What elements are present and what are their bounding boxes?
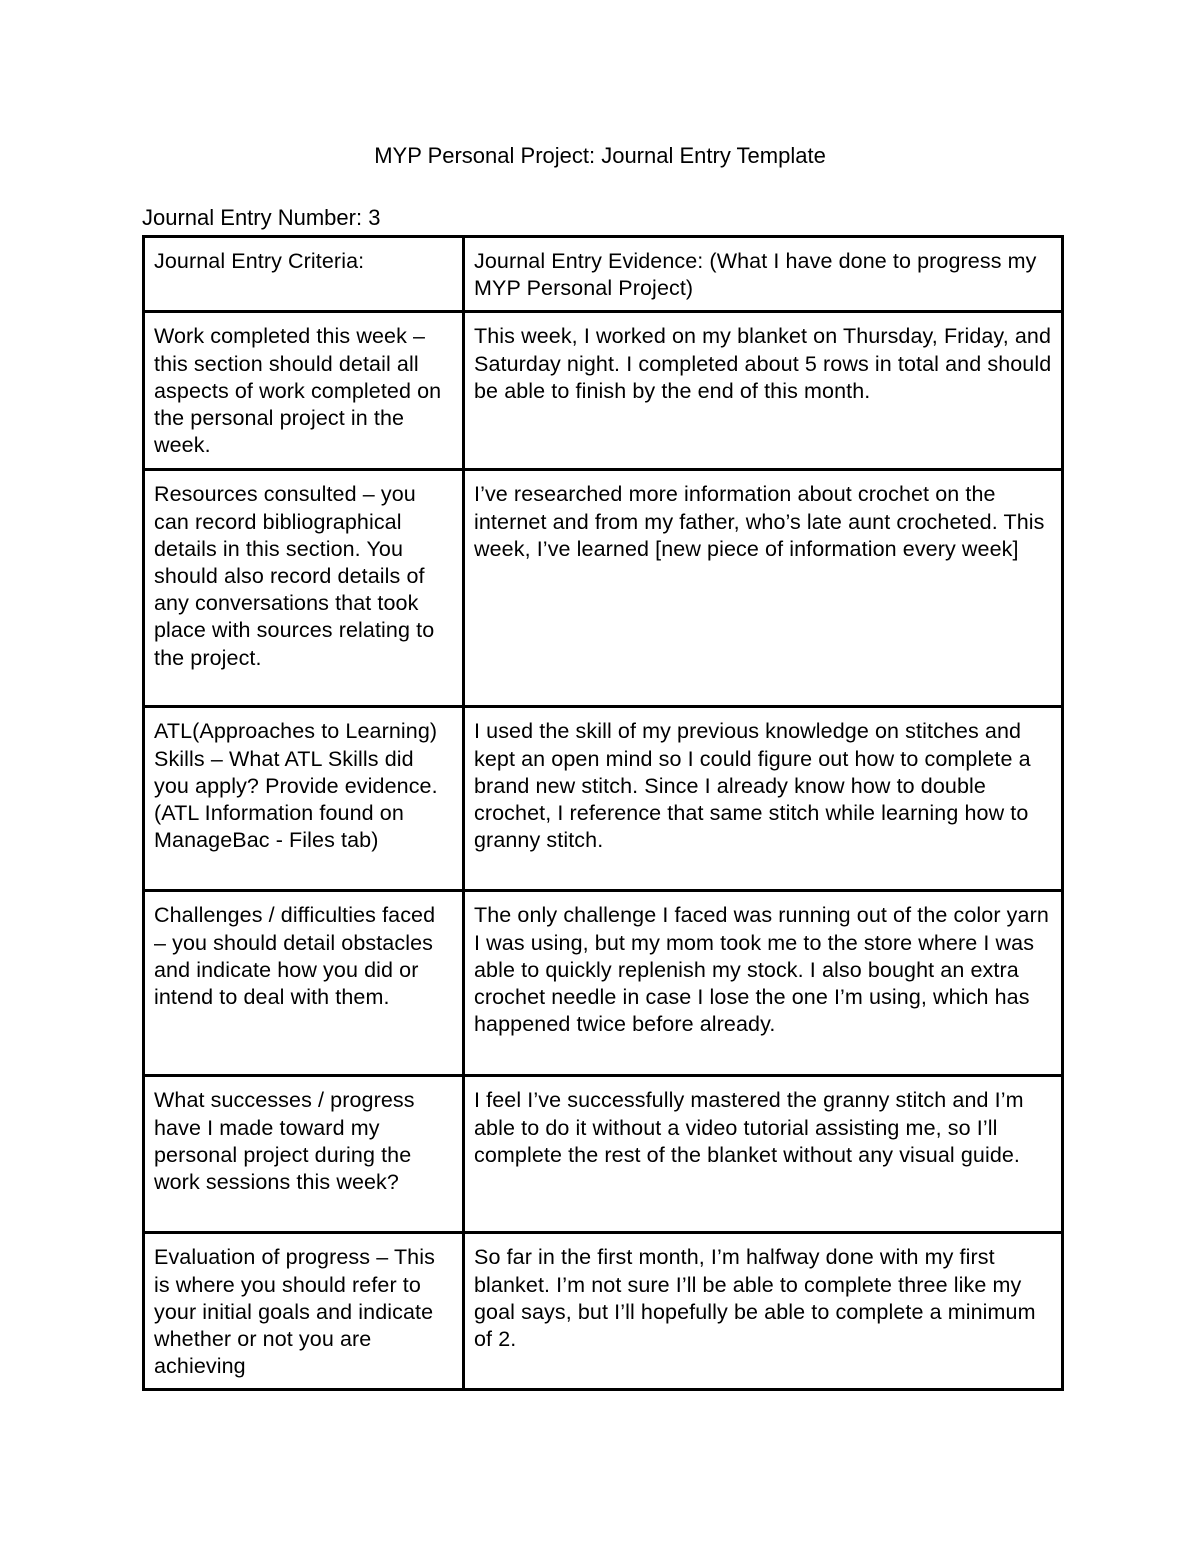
evidence-cell [464,470,1063,707]
table-row [144,1233,1063,1390]
criteria-header-cell [144,237,464,312]
evidence-header-cell [464,237,1063,312]
evidence-cell [464,312,1063,470]
page-title: MYP Personal Project: Journal Entry Template [374,143,826,168]
table-header-row [144,237,1063,312]
criteria-text: Challenges / difficulties faced – you should detail obstacles and indicate how you did or intend to deal with them. [154,903,436,1010]
journal-entry-number: Journal Entry Number: 3 [142,205,381,230]
criteria-cell [144,707,464,891]
criteria-text: What successes / progress have I made toward my personal project during the work sessions this week? [154,1088,415,1195]
evidence-cell [464,707,1063,891]
evidence-text: So far in the first month, I’m halfway done with my first blanket. I’m not sure I’ll be able to complete three like my goal says, but I’ll hopefully be able to complete a minimum of 2. [474,1245,1036,1352]
evidence-text: I’ve researched more information about crochet on the internet and from my father, who’s late aunt crocheted. This week, I’ve learned [new piece of information every week] [474,482,1045,561]
criteria-cell [144,1076,464,1233]
criteria-text: ATL(Approaches to Learning) Skills – What ATL Skills did you apply? Provide evidence. (ATL Information found on ManageBac - Files tab) [154,719,438,853]
table-row [144,1076,1063,1233]
table-row [144,891,1063,1076]
criteria-text: Resources consulted – you can record bibliographical details in this section. You should also record details of any conversations that took place with sources relating to the project. [154,482,435,670]
criteria-text: Work completed this week – this section should detail all aspects of work completed on the personal project in the week. [154,324,442,458]
criteria-text: Evaluation of progress – This is where you should refer to your initial goals and indicate whether or not you are achieving [154,1245,435,1379]
evidence-cell [464,1076,1063,1233]
criteria-cell [144,312,464,470]
table-row [144,470,1063,707]
criteria-cell [144,891,464,1076]
criteria-header: Journal Entry Criteria: [154,249,365,273]
evidence-text: I feel I’ve successfully mastered the granny stitch and I’m able to do it without a video tutorial assisting me, so I’ll complete the rest of the blanket without any visual guide. [474,1088,1024,1167]
evidence-cell [464,1233,1063,1390]
evidence-text: The only challenge I faced was running out of the color yarn I was using, but my mom took me to the store where I was able to quickly replenish my stock. I also bought an extra crochet needle in case I lose the one I’m using, which has happened twice before already. [474,903,1049,1037]
table-row [144,312,1063,470]
criteria-cell [144,470,464,707]
evidence-text: This week, I worked on my blanket on Thursday, Friday, and Saturday night. I completed about 5 rows in total and should be able to finish by the end of this month. [474,324,1052,403]
table-row [144,707,1063,891]
evidence-header: Journal Entry Evidence: (What I have done to progress my MYP Personal Project) [474,249,1037,301]
journal-entry-table [142,235,1064,1391]
evidence-text: I used the skill of my previous knowledge on stitches and kept an open mind so I could figure out how to complete a brand new stitch. Since I already know how to double crochet, I reference that same stitch while learning how to granny stitch. [474,719,1031,853]
evidence-cell [464,891,1063,1076]
criteria-cell [144,1233,464,1390]
